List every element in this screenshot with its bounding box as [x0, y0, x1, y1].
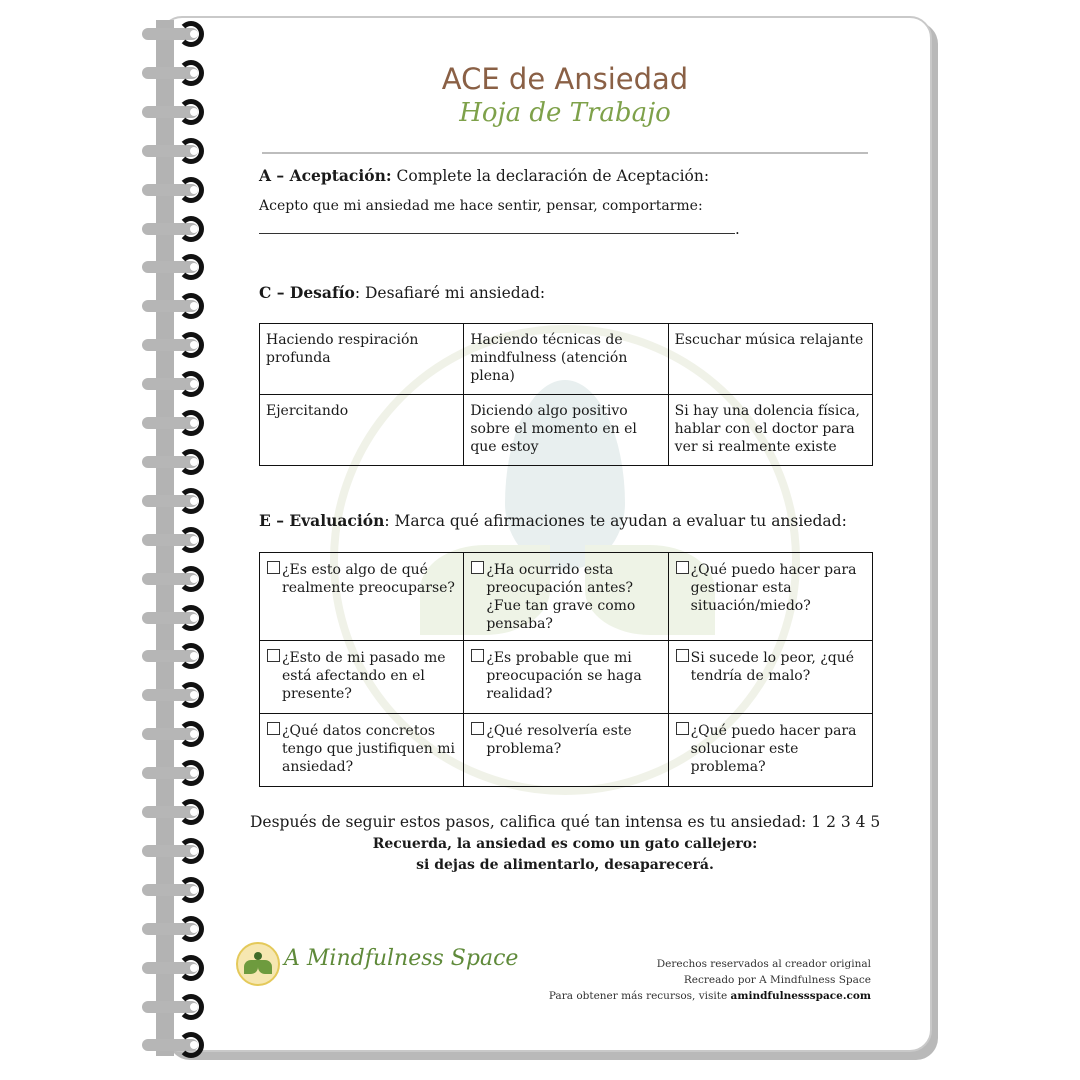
- spiral-ring: [142, 332, 212, 358]
- challenge-cell: Escuchar música relajante: [668, 324, 872, 395]
- spiral-ring: [142, 488, 212, 514]
- challenge-cell: Haciendo técnicas de mindfulness (atención plena): [464, 324, 668, 395]
- evaluation-cell: [260, 553, 464, 641]
- evaluation-cell: [668, 714, 872, 787]
- spiral-ring: [142, 410, 212, 436]
- acceptance-statement: Acepto que mi ansiedad me hace sentir, pensar, comportarme:: [259, 198, 703, 214]
- spiral-ring: [142, 177, 212, 203]
- spiral-ring: [142, 449, 212, 475]
- challenge-cell: Ejercitando: [260, 395, 464, 466]
- spiral-ring: [142, 877, 212, 903]
- challenge-heading: [259, 283, 545, 302]
- evaluation-cell: [260, 641, 464, 714]
- evaluation-statement: ¿Ha ocurrido esta preocupación antes? ¿Fue tan grave como pensaba?: [486, 562, 636, 632]
- checkbox[interactable]: [471, 561, 484, 574]
- spiral-ring: [142, 916, 212, 942]
- spiral-ring: [142, 1032, 212, 1058]
- table-row: [260, 324, 873, 395]
- spiral-ring: [142, 371, 212, 397]
- reminder-line-2: si dejas de alimentarlo, desaparecerá.: [416, 857, 714, 873]
- checkbox[interactable]: [676, 649, 689, 662]
- credit-line-2: Recreado por A Mindfulness Space: [683, 974, 871, 986]
- spiral-ring: [142, 799, 212, 825]
- evaluation-statement: Si sucede lo peor, ¿qué tendría de malo?: [690, 650, 855, 684]
- website-link[interactable]: amindfulnessspace.com: [730, 990, 871, 1002]
- credit-line-1: Derechos reservados al creador original: [656, 958, 871, 970]
- acceptance-label: A – Aceptación:: [259, 166, 392, 185]
- evaluation-cell: [464, 641, 668, 714]
- evaluation-label: E – Evaluación: [259, 511, 385, 530]
- evaluation-statement: ¿Es probable que mi preocupación se haga realidad?: [486, 650, 642, 702]
- evaluation-statement: ¿Qué resolvería este problema?: [486, 723, 632, 757]
- page-title: ACE de Ansiedad: [441, 62, 689, 96]
- checkbox[interactable]: [471, 649, 484, 662]
- evaluation-cell: [464, 714, 668, 787]
- spiral-ring: [142, 138, 212, 164]
- challenge-cell: Diciendo algo positivo sobre el momento en el que estoy: [464, 395, 668, 466]
- spiral-ring: [142, 838, 212, 864]
- checkbox[interactable]: [676, 722, 689, 735]
- evaluation-statement: ¿Es esto algo de qué realmente preocuparse?: [282, 562, 455, 596]
- spiral-ring: [142, 99, 212, 125]
- challenge-text: : Desafiaré mi ansiedad:: [354, 284, 546, 302]
- evaluation-statement: ¿Esto de mi pasado me está afectando en el presente?: [282, 650, 446, 702]
- challenge-label: C – Desafío: [259, 283, 355, 302]
- blank-line-period: .: [735, 220, 740, 238]
- table-row: [260, 553, 873, 641]
- anxiety-rating-line: Después de seguir estos pasos, califica qué tan intensa es tu ansiedad: 1 2 3 4 5: [250, 813, 881, 831]
- spiral-ring: [142, 682, 212, 708]
- checkbox[interactable]: [676, 561, 689, 574]
- table-row: [260, 641, 873, 714]
- spiral-ring: [142, 566, 212, 592]
- acceptance-blank-line[interactable]: [259, 223, 735, 234]
- spiral-ring: [142, 721, 212, 747]
- title-divider: [262, 152, 868, 154]
- reminder-line-1: Recuerda, la ansiedad es como un gato callejero:: [372, 836, 758, 852]
- table-row: [260, 714, 873, 787]
- evaluation-statement: ¿Qué puedo hacer para gestionar esta situación/miedo?: [690, 562, 857, 614]
- checkbox[interactable]: [267, 722, 280, 735]
- checkbox[interactable]: [267, 561, 280, 574]
- challenge-cell: Haciendo respiración profunda: [260, 324, 464, 395]
- lotus-logo-icon: [236, 942, 280, 986]
- spiral-ring: [142, 293, 212, 319]
- checkbox[interactable]: [267, 649, 280, 662]
- evaluation-statement: ¿Qué puedo hacer para solucionar este problema?: [690, 723, 857, 775]
- spiral-ring: [142, 254, 212, 280]
- evaluation-cell: [260, 714, 464, 787]
- spiral-ring: [142, 527, 212, 553]
- checkbox[interactable]: [471, 722, 484, 735]
- evaluation-heading: [259, 511, 847, 530]
- challenge-cell: Si hay una dolencia física, hablar con el doctor para ver si realmente existe: [668, 395, 872, 466]
- spiral-ring: [142, 955, 212, 981]
- credit-line-3-prefix: Para obtener más recursos, visite: [548, 990, 731, 1002]
- spiral-ring: [142, 216, 212, 242]
- spiral-ring: [142, 760, 212, 786]
- page-subtitle: Hoja de Trabajo: [459, 98, 671, 128]
- evaluation-table: [259, 552, 873, 787]
- credit-line-3: [549, 988, 871, 1004]
- spiral-ring: [142, 60, 212, 86]
- evaluation-cell: [668, 553, 872, 641]
- acceptance-text: Complete la declaración de Aceptación:: [396, 167, 710, 185]
- evaluation-cell: [668, 641, 872, 714]
- evaluation-statement: ¿Qué datos concretos tengo que justifiquen mi ansiedad?: [282, 723, 455, 775]
- spiral-ring: [142, 21, 212, 47]
- challenge-table: [259, 323, 873, 466]
- spiral-ring: [142, 605, 212, 631]
- acceptance-heading: [259, 166, 709, 185]
- spiral-ring: [142, 994, 212, 1020]
- brand-name: A Mindfulness Space: [284, 946, 519, 971]
- evaluation-cell: [464, 553, 668, 641]
- evaluation-text: : Marca qué afirmaciones te ayudan a evaluar tu ansiedad:: [384, 512, 847, 530]
- spiral-ring: [142, 643, 212, 669]
- table-row: [260, 395, 873, 466]
- credits-block: [549, 956, 871, 1004]
